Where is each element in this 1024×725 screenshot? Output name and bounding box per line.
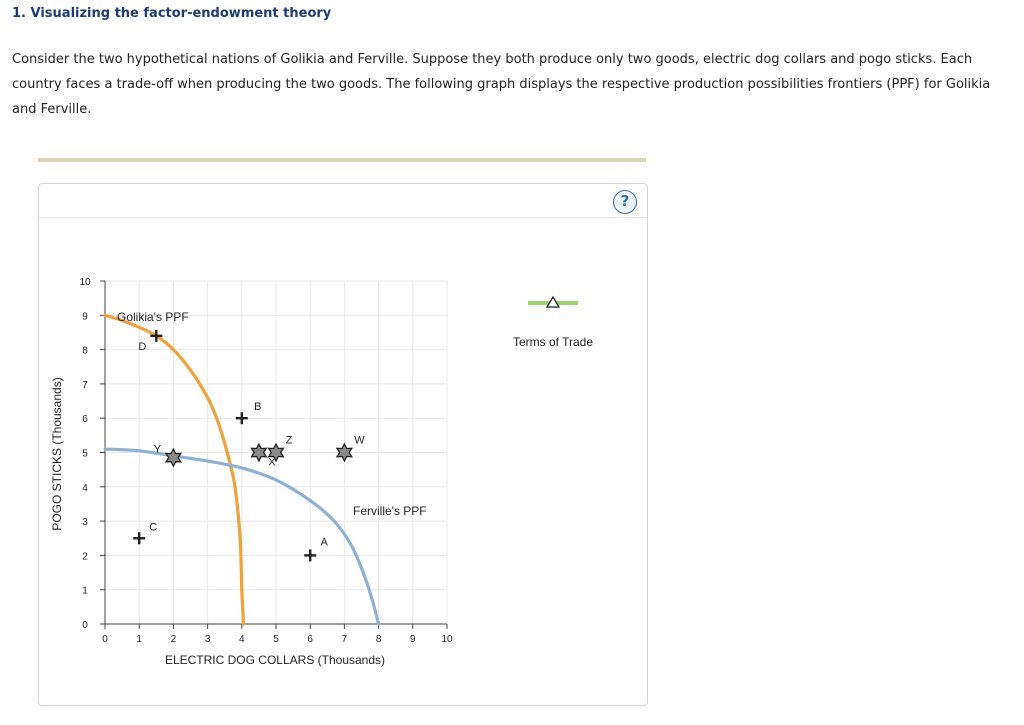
point-c-marker [133, 532, 145, 544]
help-icon[interactable]: ? [613, 190, 637, 214]
x-tick-label-4: 4 [239, 634, 245, 645]
terms-of-trade-tool[interactable] [513, 297, 593, 349]
x-tick-label-1: 1 [136, 634, 142, 645]
point-d-label: D [138, 340, 147, 353]
point-z-label: Z [285, 434, 293, 447]
graph-panel [38, 183, 648, 706]
point-x-label: X [268, 456, 276, 469]
point-b-label: B [254, 401, 262, 414]
y-tick-label-10: 10 [79, 277, 91, 288]
y-tick-label-7: 7 [82, 379, 88, 391]
x-tick-label-5: 5 [273, 634, 279, 645]
ferville-ppf-label: Ferville's PPF [353, 504, 427, 518]
x-tick-label-10: 10 [441, 634, 453, 645]
point-y-star [166, 449, 181, 466]
x-tick-label-7: 7 [341, 634, 348, 645]
point-x-star [252, 444, 267, 461]
x-tick-label-6: 6 [307, 634, 313, 645]
point-w-star [337, 444, 352, 461]
intro-paragraph: Consider the two hypothetical nations of Golikia and Ferville. Suppose they both produce only two goods, electric dog collars and pogo sticks. Each country faces a trade-off when producing the two goods. The following graph displays the respective production possibilities frontiers (PPF) for Golikia and Ferville. [12, 52, 991, 117]
point-b-marker [236, 412, 248, 424]
y-tick-label-0: 0 [82, 620, 88, 631]
point-a-marker [304, 549, 316, 561]
x-tick-label-2: 2 [170, 634, 177, 645]
y-tick-label-1: 1 [82, 585, 88, 597]
page-heading: 1. Visualizing the factor-endowment theory [12, 6, 332, 21]
point-a-label: A [320, 536, 328, 549]
y-tick-label-3: 3 [82, 517, 88, 529]
point-w-label: W [354, 434, 365, 447]
y-tick-label-9: 9 [82, 311, 88, 323]
section-divider [38, 158, 646, 162]
point-c-label: C [149, 521, 158, 534]
x-tick-label-3: 3 [204, 634, 211, 645]
y-tick-label-6: 6 [82, 414, 88, 426]
point-y-label: Y [153, 443, 162, 456]
x-tick-label-9: 9 [410, 634, 416, 645]
ppf-chart [39, 184, 647, 705]
y-tick-label-5: 5 [82, 448, 88, 460]
chart-markers [133, 330, 365, 562]
y-axis-label: POGO STICKS (Thousands) [50, 377, 64, 531]
y-tick-label-8: 8 [82, 345, 88, 357]
golikia-ppf-curve [105, 315, 244, 624]
x-tick-label-0: 0 [102, 634, 108, 645]
x-tick-label-8: 8 [375, 634, 382, 645]
golikia-ppf-label: Golikia's PPF [117, 310, 189, 324]
y-tick-label-4: 4 [82, 482, 88, 494]
y-tick-label-2: 2 [82, 551, 88, 563]
x-axis-label: ELECTRIC DOG COLLARS (Thousands) [164, 653, 386, 667]
terms-of-trade-label: Terms of Trade [512, 335, 594, 349]
